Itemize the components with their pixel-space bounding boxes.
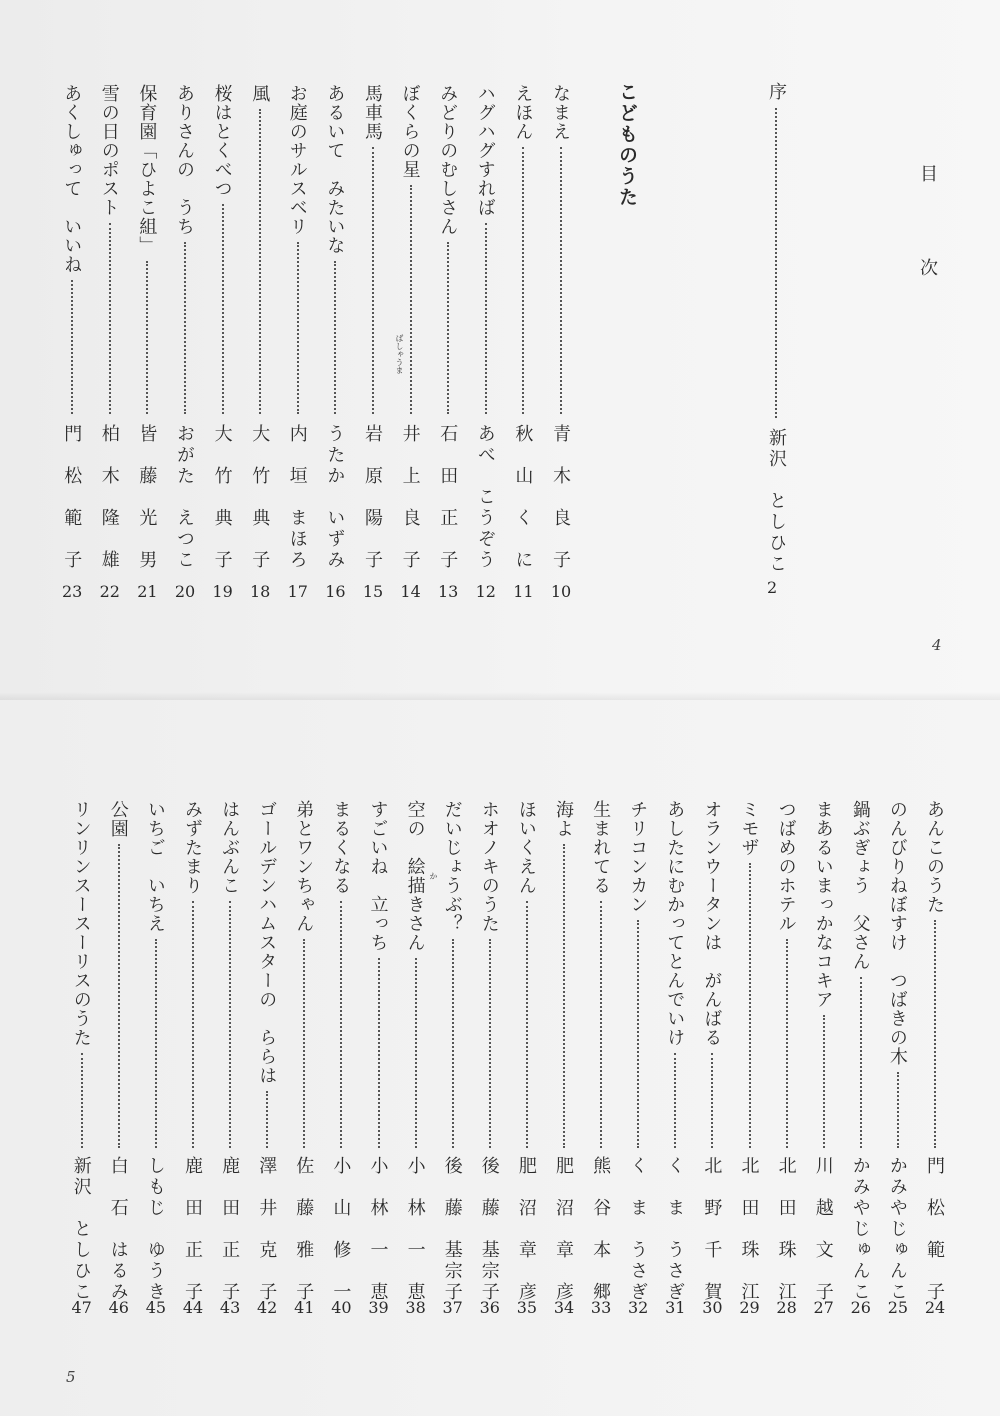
leader-dots (711, 1053, 713, 1148)
leader-dots (222, 204, 224, 414)
entry-author: 北 野 千 賀 (701, 1156, 723, 1303)
toc-entry[interactable] (183, 800, 205, 1360)
entry-title: 空の 絵描きさん (404, 800, 426, 952)
leader-dots (560, 147, 562, 414)
leader-dots (563, 844, 565, 1148)
toc-entry[interactable] (814, 800, 836, 1360)
entry-page-number: 36 (479, 1298, 500, 1317)
entry-author: 柏 木 隆 雄 (98, 424, 120, 571)
entry-page-number: 29 (739, 1298, 760, 1317)
entry-page-number: 37 (442, 1298, 463, 1317)
entry-page-number: 24 (924, 1298, 946, 1317)
leader-dots (192, 901, 194, 1148)
entry-author: 後 藤 基宗子 (478, 1156, 500, 1303)
entry-page-number: 25 (887, 1298, 909, 1317)
toc-entry[interactable] (331, 800, 353, 1360)
toc-entry[interactable] (288, 84, 310, 644)
ruby-ka: か (429, 872, 438, 880)
entry-page-number: 41 (294, 1298, 315, 1317)
leader-dots (334, 261, 336, 414)
leader-dots (410, 185, 412, 414)
leader-dots (823, 1015, 825, 1148)
leader-dots (372, 147, 374, 414)
toc-entry[interactable] (175, 84, 197, 644)
leader-dots (109, 223, 111, 414)
entry-page-number: 31 (665, 1298, 686, 1317)
entry-title: ハグハグすれば (474, 84, 496, 217)
entry-title: だいじょうぶ？ (441, 800, 463, 933)
entry-page-number: 16 (325, 582, 346, 601)
entry-author: 秋 山 く に (512, 424, 534, 571)
entry-page-number: 46 (108, 1298, 129, 1317)
toc-title-char-1: 目 (917, 164, 938, 182)
leader-dots (526, 901, 528, 1148)
entry-author: 鹿 田 正 子 (182, 1156, 203, 1303)
toc-entry[interactable] (551, 84, 573, 644)
entry-title: はんぶんこ (219, 800, 241, 895)
toc-entry[interactable] (851, 800, 873, 1360)
entry-title: オランウータンは がんばる (701, 800, 723, 1047)
entry-title: ゴールデンハムスターの ららは (256, 800, 278, 1085)
entry-author: く ま うさぎ (664, 1156, 686, 1303)
leader-dots (297, 242, 299, 414)
entry-page-number: 15 (362, 582, 384, 601)
entry-author: かみやじゅんこ (849, 1156, 871, 1303)
entry-title: 公園 (107, 800, 129, 838)
toc-entry[interactable] (777, 800, 799, 1360)
toc-entry[interactable] (257, 800, 279, 1360)
leader-dots (378, 958, 380, 1148)
leader-dots (266, 1091, 268, 1148)
preface-title: 序 (766, 82, 787, 101)
entry-title: みどりのむしさん (437, 84, 459, 236)
toc-entry[interactable] (702, 800, 724, 1360)
entry-author: 鹿 田 正 子 (219, 1156, 241, 1303)
leader-dots (229, 901, 231, 1148)
entry-title: 生まれてる (590, 800, 612, 895)
entry-author: 澤 井 克 子 (256, 1156, 278, 1303)
entry-author: うたか いずみ (324, 424, 346, 571)
entry-page-number: 23 (62, 582, 83, 601)
leader-dots (600, 901, 602, 1148)
entry-title: なまえ (550, 84, 571, 141)
toc-entry[interactable] (517, 800, 539, 1360)
entry-page-number: 17 (287, 582, 308, 601)
entry-title: まるくなる (330, 800, 352, 895)
entry-author: く ま うさぎ (627, 1156, 649, 1303)
entry-title: 雪の日のポスト (98, 84, 120, 217)
entry-title: ホオノキのうた (478, 800, 500, 933)
leader-dots (340, 901, 342, 1148)
entry-author: 肥 沼 章 彦 (515, 1156, 537, 1303)
entry-title: 弟とワンちゃん (293, 800, 315, 933)
entry-page-number: 39 (368, 1298, 389, 1317)
toc-title-char-2: 次 (917, 258, 938, 276)
entry-page-number: 30 (702, 1298, 723, 1317)
entry-author: かみやじゅんこ (886, 1156, 908, 1303)
entry-author: あべ こうぞう (474, 424, 496, 571)
entry-title: あんこのうた (924, 800, 945, 914)
entry-page-number: 44 (182, 1298, 204, 1317)
entry-title: あくしゅって いいね (61, 84, 83, 274)
entry-author: 大 竹 典 子 (249, 424, 271, 571)
entry-title: お庭のサルスベリ (286, 84, 308, 236)
entry-author: 小 林 一 恵 (367, 1156, 389, 1303)
entry-page-number: 10 (550, 582, 572, 601)
toc-entry[interactable] (406, 800, 428, 1360)
toc-entry[interactable] (740, 800, 762, 1360)
entry-title: ありさんの うち (174, 84, 195, 236)
entry-author: おがた えつこ (174, 424, 195, 571)
toc-entry[interactable] (325, 84, 347, 644)
entry-author: 新沢 としひこ (70, 1156, 92, 1303)
toc-entry[interactable] (213, 84, 235, 644)
entry-author: しもじ ゆうき (144, 1156, 166, 1303)
entry-page-number: 35 (516, 1298, 538, 1317)
leader-dots (674, 1053, 676, 1148)
entry-page-number: 38 (405, 1298, 426, 1317)
toc-entry[interactable] (443, 800, 465, 1360)
entry-title: 保育園「ひよこ組」 (136, 84, 158, 255)
toc-entry[interactable] (480, 800, 502, 1360)
entry-author: 皆 藤 光 男 (136, 424, 158, 571)
toc-entry[interactable] (628, 800, 650, 1360)
leader-dots (447, 242, 449, 414)
entry-author: 門 松 範 子 (924, 1156, 945, 1303)
toc-entry[interactable] (513, 84, 535, 644)
entry-page-number: 11 (513, 582, 534, 601)
leader-dots (749, 863, 751, 1148)
entry-author: 門 松 範 子 (61, 424, 83, 571)
preface-leader-dots (775, 108, 777, 418)
leader-dots (522, 147, 524, 414)
entry-page-number: 32 (628, 1298, 649, 1317)
leader-dots (934, 920, 936, 1148)
entry-page-number: 34 (553, 1298, 575, 1317)
entry-title: つばめのホテル (775, 800, 797, 933)
entry-page-number: 21 (137, 582, 158, 601)
entry-author: 小 林 一 恵 (404, 1156, 426, 1303)
entry-author: 白 石 はるみ (107, 1156, 129, 1303)
entry-page-number: 33 (590, 1298, 612, 1317)
entry-page-number: 47 (71, 1298, 92, 1317)
entry-author: 肥 沼 章 彦 (553, 1156, 574, 1303)
leader-dots (860, 977, 862, 1148)
leader-dots (81, 1053, 83, 1148)
toc-page-5 (0, 700, 1000, 1416)
leader-dots (452, 939, 454, 1148)
leader-dots (415, 958, 417, 1148)
entry-title: あるいて みたいな (324, 84, 346, 255)
entry-title: 風 (249, 84, 271, 103)
entry-title: 桜はとくべつ (211, 84, 233, 198)
section-heading: こどものうた (616, 82, 638, 208)
page-number-4: 4 (932, 636, 942, 654)
entry-page-number: 19 (212, 582, 233, 601)
entry-author: 後 藤 基宗子 (441, 1156, 463, 1303)
toc-entry[interactable] (250, 84, 272, 644)
entry-page-number: 28 (776, 1298, 797, 1317)
toc-page-4 (0, 0, 1000, 700)
leader-dots (897, 1072, 899, 1148)
entry-author: 佐 藤 雅 子 (293, 1156, 315, 1303)
toc-entry[interactable] (888, 800, 910, 1360)
entry-author: 熊 谷 本 郷 (590, 1156, 612, 1303)
entry-title: チリコンカン (627, 800, 649, 914)
leader-dots (184, 242, 186, 414)
entry-author: 青 木 良 子 (550, 424, 571, 571)
entry-page-number: 14 (400, 582, 421, 601)
entry-page-number: 12 (475, 582, 496, 601)
toc-entry[interactable] (100, 84, 122, 644)
entry-title: 馬車馬 (362, 84, 383, 141)
toc-entry[interactable] (438, 84, 460, 644)
entry-page-number: 27 (813, 1298, 834, 1317)
entry-author: 岩 原 陽 子 (362, 424, 383, 571)
toc-entry[interactable] (72, 800, 94, 1360)
entry-page-number: 26 (850, 1298, 871, 1317)
preface-author: 新沢 としひこ (766, 428, 787, 575)
toc-entry[interactable] (591, 800, 613, 1360)
toc-entry[interactable] (476, 84, 498, 644)
toc-entry[interactable] (294, 800, 316, 1360)
entry-title: あしたにむかってとんでいけ (664, 800, 686, 1047)
page-number-5: 5 (66, 1368, 76, 1386)
entry-title: えほん (512, 84, 534, 141)
leader-dots (71, 280, 73, 414)
leader-dots (118, 844, 120, 1148)
toc-entry[interactable] (137, 84, 159, 644)
toc-entry[interactable] (665, 800, 687, 1360)
leader-dots (303, 939, 305, 1148)
entry-title: リンリンスースーリスのうた (70, 800, 92, 1047)
entry-title: すごいね 立っち (367, 800, 389, 952)
entry-page-number: 20 (174, 582, 196, 601)
entry-author: 北 田 珠 江 (775, 1156, 797, 1303)
leader-dots (155, 939, 157, 1148)
entry-page-number: 43 (219, 1298, 241, 1317)
leader-dots (259, 109, 261, 414)
leader-dots (637, 920, 639, 1148)
leader-dots (146, 261, 148, 414)
leader-dots (786, 939, 788, 1148)
toc-entry[interactable] (109, 800, 131, 1360)
entry-title: 海よ (553, 800, 574, 838)
toc-entry[interactable] (554, 800, 576, 1360)
entry-author: 石 田 正 子 (437, 424, 459, 571)
entry-title: いちご いちえ (144, 800, 166, 933)
leader-dots (489, 939, 491, 1148)
entry-page-number: 22 (99, 582, 120, 601)
entry-page-number: 45 (145, 1298, 167, 1317)
toc-entry[interactable] (369, 800, 391, 1360)
entry-title: のんびりねぼすけ つばきの木 (886, 800, 908, 1066)
entry-page-number: 13 (438, 582, 459, 601)
entry-title: みずたまり (182, 800, 203, 895)
entry-author: 井 上 良 子 (399, 424, 421, 571)
entry-page-number: 18 (250, 582, 271, 601)
entry-page-number: 40 (331, 1298, 352, 1317)
entry-page-number: 42 (257, 1298, 278, 1317)
leader-dots (485, 223, 487, 414)
toc-entry[interactable] (62, 84, 84, 644)
entry-title: ミモザ (738, 800, 760, 857)
toc-entry[interactable] (220, 800, 242, 1360)
entry-author: 川 越 文 子 (812, 1156, 834, 1303)
entry-author: 小 山 修 一 (330, 1156, 352, 1303)
ruby-bashauma: ばしゃうま (395, 334, 404, 374)
entry-author: 内 垣 まほろ (286, 424, 308, 571)
entry-title: ほいくえん (515, 800, 537, 895)
entry-title: ぼくらの星 (399, 84, 421, 179)
toc-entry[interactable] (363, 84, 385, 644)
toc-entry[interactable] (146, 800, 168, 1360)
entry-title: 鍋ぶぎょう 父さん (849, 800, 871, 971)
entry-title: まあるいまっかなコキア (812, 800, 834, 1009)
entry-author: 大 竹 典 子 (211, 424, 233, 571)
toc-entry[interactable] (925, 800, 947, 1360)
preface-page: 2 (767, 578, 779, 597)
entry-author: 北 田 珠 江 (738, 1156, 760, 1303)
